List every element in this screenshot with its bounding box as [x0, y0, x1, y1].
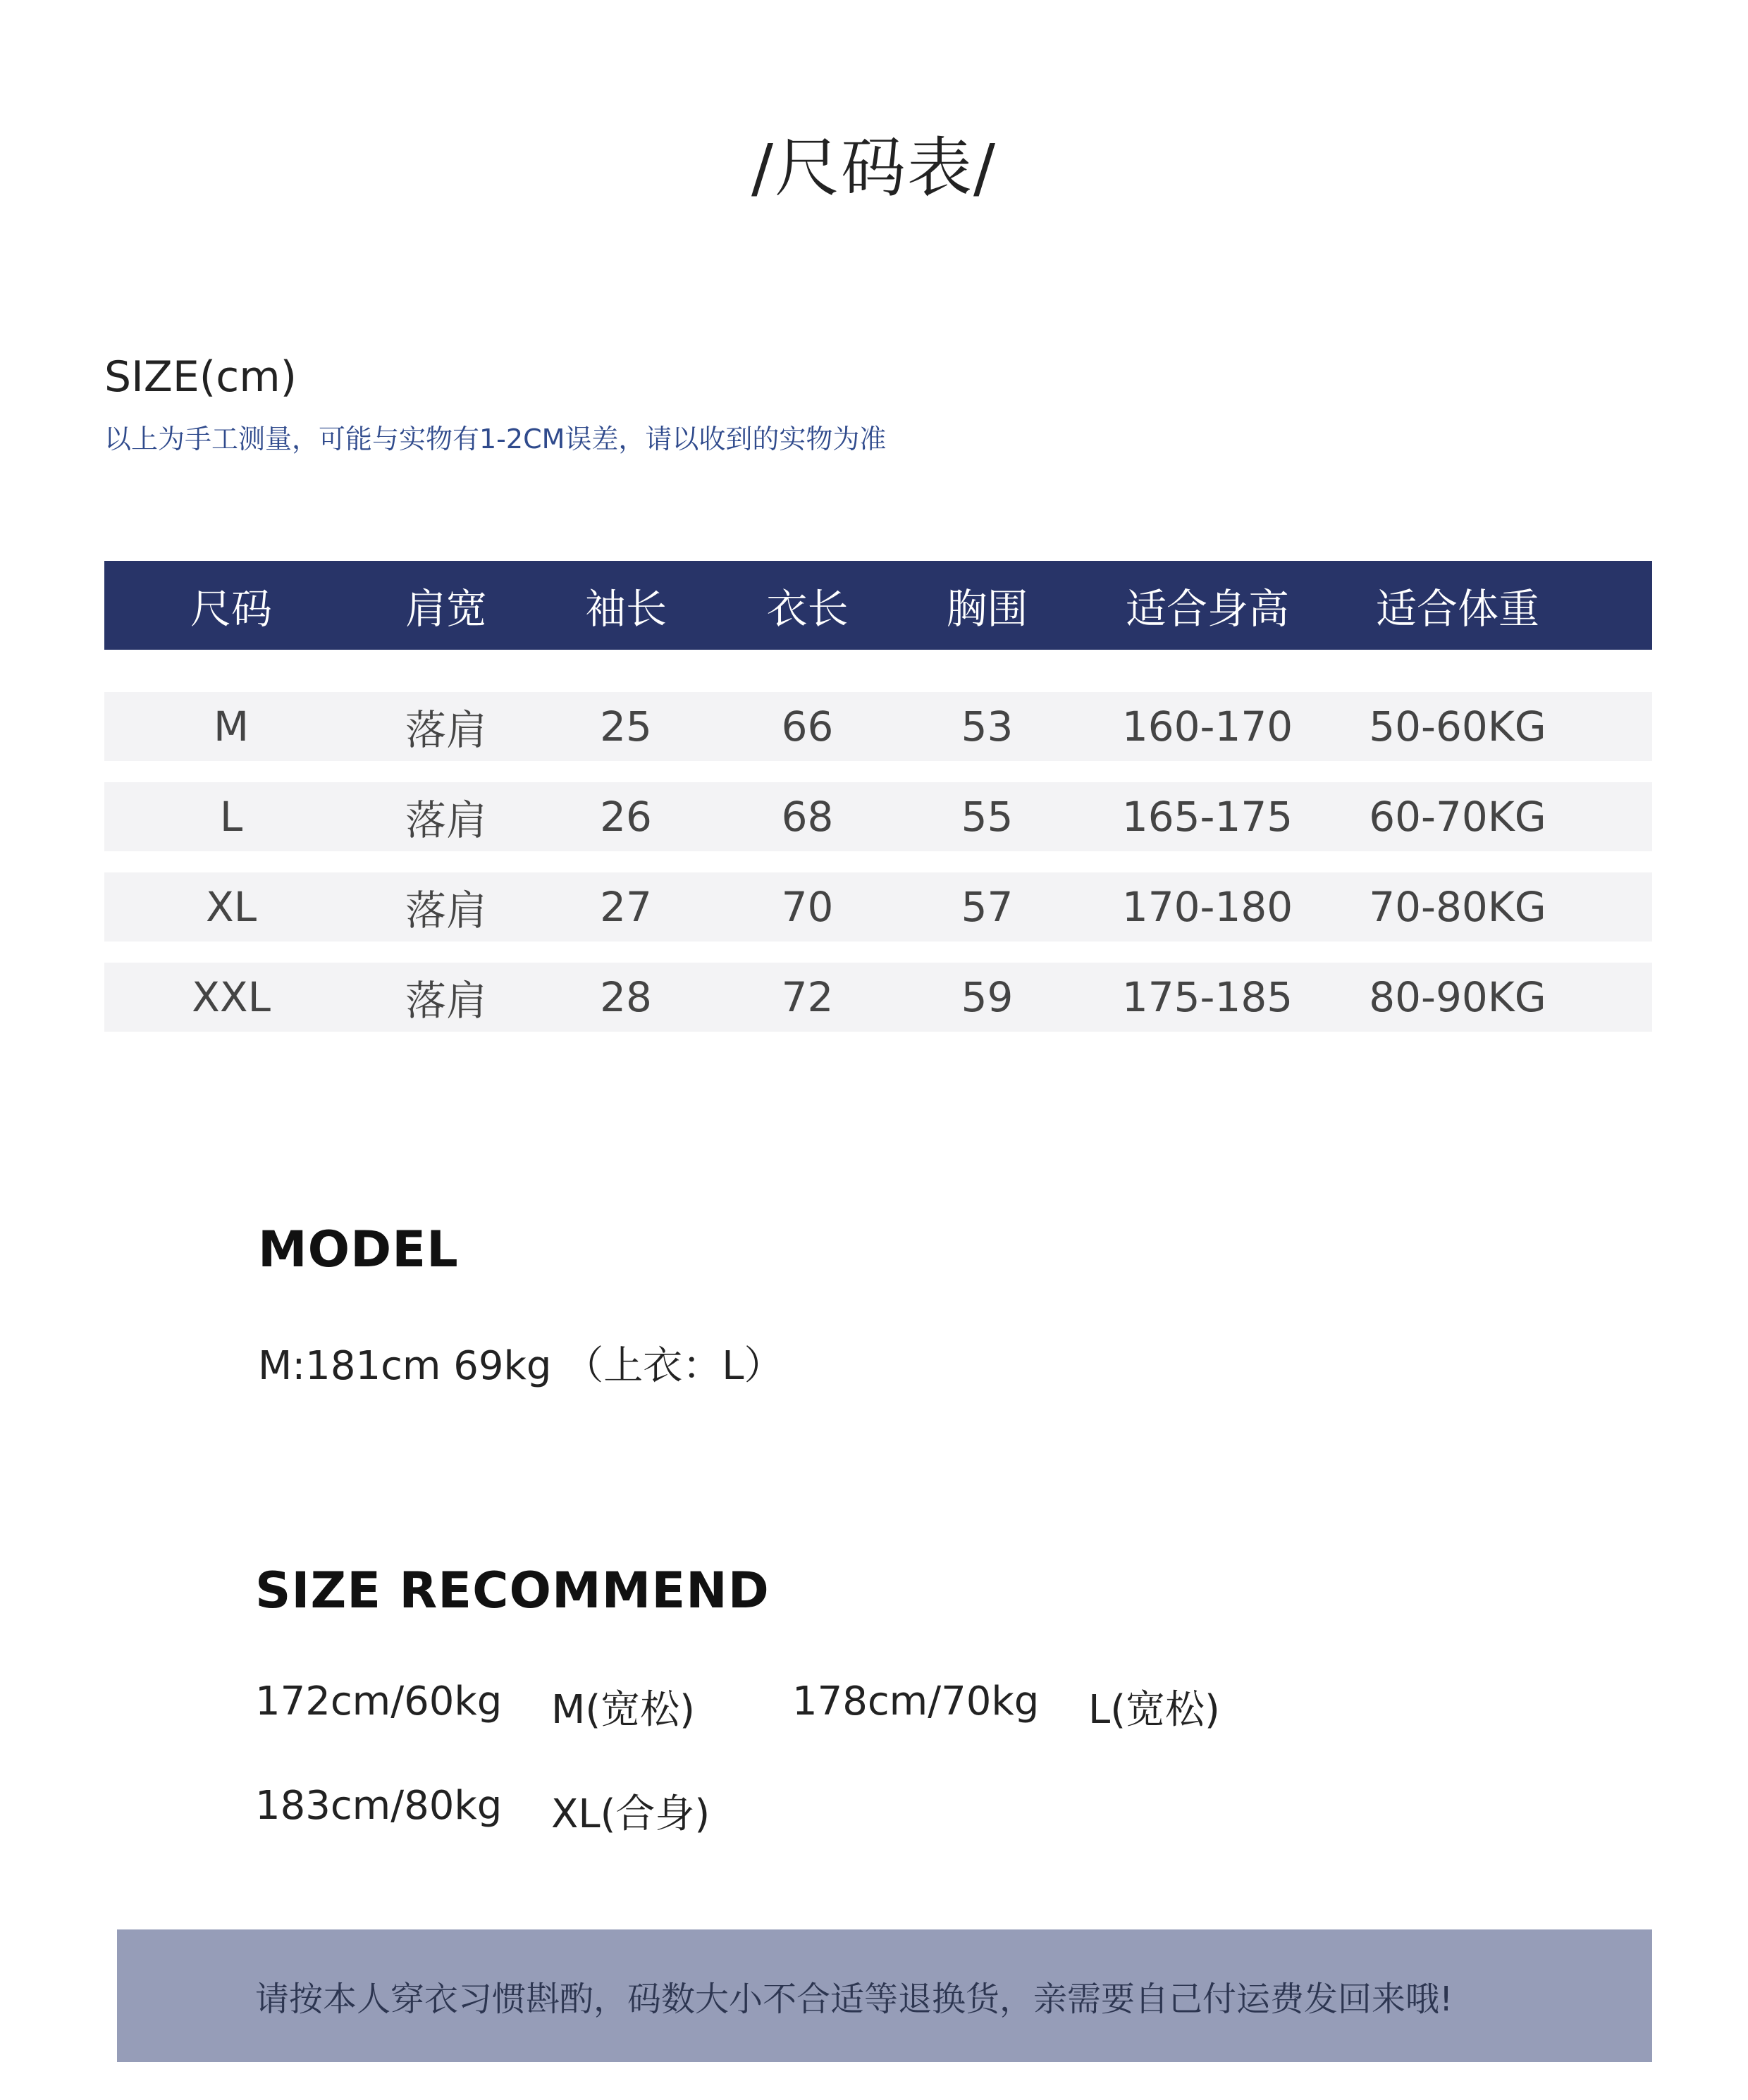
- header-cell-height: 适合身高: [1125, 585, 1289, 633]
- table-cell: 72: [781, 973, 834, 1021]
- recommend-size-1: M(宽松): [551, 1687, 696, 1733]
- table-cell: 80-90KG: [1369, 973, 1546, 1021]
- model-info: M:181cm 69kg （上衣：L）: [258, 1343, 784, 1389]
- table-cell: L: [219, 793, 243, 841]
- table-cell: 50-60KG: [1369, 703, 1546, 751]
- table-row: [104, 872, 1652, 941]
- header-cell-weight: 适合体重: [1375, 585, 1539, 633]
- recommend-body-3: 183cm/80kg: [255, 1783, 503, 1829]
- table-cell: 68: [781, 793, 834, 841]
- table-cell: 落肩: [405, 977, 487, 1025]
- header-cell-chest: 胸围: [946, 585, 1028, 633]
- header-cell-shoulder: 肩宽: [405, 585, 487, 633]
- table-cell: 160-170: [1121, 703, 1293, 751]
- table-cell: 25: [600, 703, 652, 751]
- recommend-size-3: XL(合身): [551, 1791, 710, 1837]
- table-cell: M: [213, 703, 250, 751]
- table-cell: 落肩: [405, 887, 487, 934]
- table-cell: 落肩: [405, 796, 487, 844]
- header-cell-length: 衣长: [766, 585, 849, 633]
- table-cell: 175-185: [1121, 973, 1293, 1021]
- table-cell: 170-180: [1121, 883, 1293, 931]
- table-cell: 70: [781, 883, 834, 931]
- model-heading: MODEL: [258, 1221, 459, 1278]
- table-header: [104, 561, 1652, 650]
- table-cell: 28: [600, 973, 652, 1021]
- table-cell: 60-70KG: [1369, 793, 1546, 841]
- page-title: /尺码表/: [751, 130, 997, 206]
- header-cell-sleeve: 袖长: [584, 585, 667, 633]
- table-cell: XL: [205, 883, 257, 931]
- return-policy-text: 请按本人穿衣习惯斟酌，码数大小不合适等退换货，亲需要自己付运费发回来哦!: [255, 1979, 1453, 2019]
- recommend-body-1: 172cm/60kg: [255, 1679, 503, 1724]
- header-cell-size: 尺码: [190, 585, 272, 633]
- table-cell: 165-175: [1121, 793, 1293, 841]
- table-row: [104, 692, 1652, 761]
- recommend-body-2: 178cm/70kg: [792, 1679, 1040, 1724]
- measurement-note: 以上为手工测量，可能与实物有1-2CM误差，请以收到的实物为准: [104, 424, 887, 455]
- table-cell: 66: [781, 703, 834, 751]
- table-cell: 53: [961, 703, 1014, 751]
- table-cell: XXL: [192, 973, 271, 1021]
- return-policy-banner: [117, 1929, 1652, 2062]
- table-cell: 落肩: [405, 706, 487, 754]
- size-recommend-heading: SIZE RECOMMEND: [255, 1562, 770, 1619]
- table-row: [104, 963, 1652, 1032]
- table-cell: 27: [600, 883, 652, 931]
- table-cell: 59: [961, 973, 1014, 1021]
- table-cell: 57: [961, 883, 1014, 931]
- size-unit-label: SIZE(cm): [104, 352, 297, 402]
- recommend-size-2: L(宽松): [1088, 1687, 1220, 1733]
- table-cell: 26: [600, 793, 652, 841]
- table-cell: 70-80KG: [1369, 883, 1546, 931]
- table-row: [104, 782, 1652, 851]
- table-cell: 55: [961, 793, 1014, 841]
- size-table: [104, 561, 1652, 1032]
